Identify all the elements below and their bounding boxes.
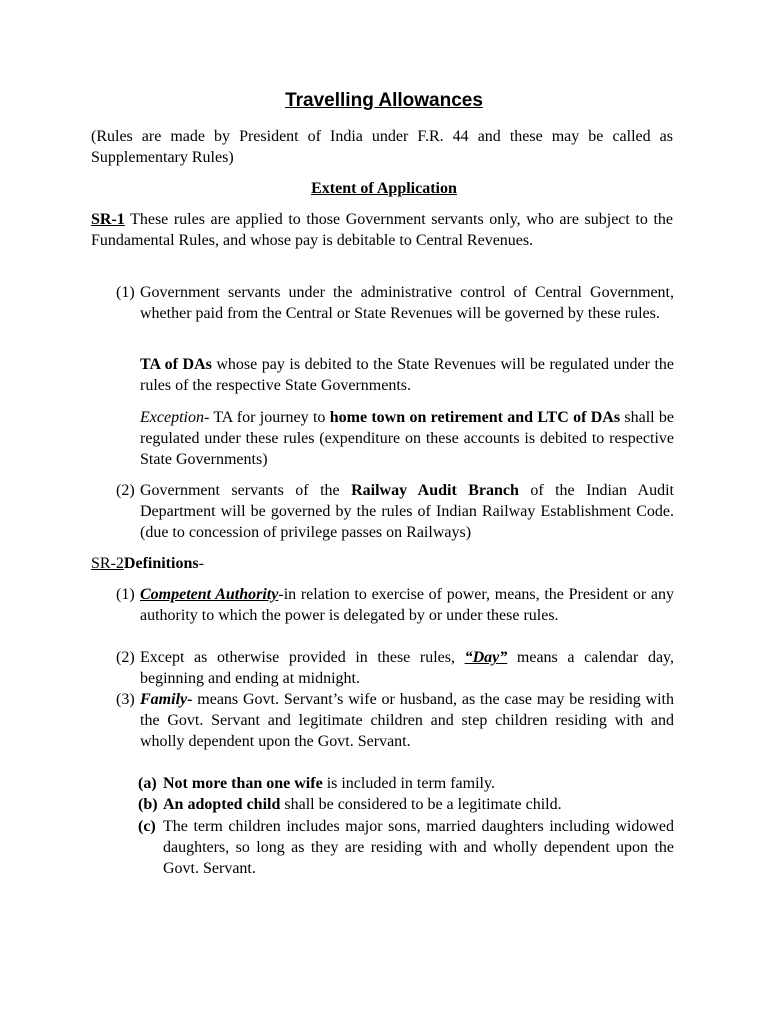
sr1-item1-exception: Exception- TA for journey to home town on retirement and LTC of DAs shall be regulated under these rules (expenditure on these accounts is debited to respective State Governments): [140, 409, 675, 468]
sr1-label: SR-1: [91, 211, 125, 228]
subitem-c-number: (c): [138, 818, 156, 835]
sr2-heading: SR-2Definitions-: [91, 555, 204, 572]
sr2-item1-number: (1): [116, 586, 135, 603]
subitem-c-text: The term children includes major sons, married daughters including widowed daughters, so long as they are residing with and wholly dependent upon the Govt. Servant.: [163, 818, 674, 877]
competent-authority-term: Competent Authority: [140, 586, 279, 603]
day-term: “Day”: [464, 649, 508, 666]
section-heading-extent: Extent of Application: [311, 180, 457, 197]
sr2-label: SR-2: [91, 555, 124, 572]
sr2-item2-text: Except as otherwise provided in these rules, “Day” means a calendar day, beginning and ending at midnight.: [140, 649, 674, 687]
intro-paragraph: (Rules are made by President of India under F.R. 44 and these may be called as Supplementary Rules): [91, 128, 673, 166]
family-term: Family-: [140, 691, 193, 708]
subitem-b-number: (b): [138, 796, 158, 813]
exception-label: Exception-: [140, 409, 210, 426]
sr1-item1-da-paragraph: TA of DAs whose pay is debited to the State Revenues will be regulated under the rules of the respective State Governments.: [140, 356, 674, 394]
definitions-heading: Definitions: [123, 555, 199, 572]
subitem-a-number: (a): [138, 775, 157, 792]
sr2-item2-number: (2): [116, 649, 135, 666]
sr1-item1-number: (1): [116, 284, 135, 301]
page-title: Travelling Allowances: [285, 90, 483, 111]
sr1-item1-text: Government servants under the administrative control of Central Government, whether paid from the Central or State Revenues will be governed by these rules.: [140, 284, 674, 322]
sr2-item3-number: (3): [116, 691, 135, 708]
exception-bold: home town on retirement and LTC of DAs: [329, 409, 621, 426]
sr1-paragraph: [91, 209, 673, 251]
sr1-text: These rules are applied to those Government servants only, who are subject to the Fundamental Rules, and whose pay is debitable to Central Revenues.: [91, 211, 673, 249]
ta-of-das-term: TA of DAs: [140, 356, 212, 373]
subitem-b-text: An adopted child shall be considered to be a legitimate child.: [163, 796, 562, 813]
sr1-item2-number: (2): [116, 482, 135, 499]
sr1-item2-text: Government servants of the Railway Audit Branch of the Indian Audit Department will be governed by the rules of Indian Railway Establishment Code. (due to concession of privilege passes on Railways): [140, 482, 674, 541]
sr2-item3-text: Family- means Govt. Servant’s wife or husband, as the case may be residing with the Govt. Servant and legitimate children and step children residing with and wholly dependent upon the Govt. Servant.: [140, 691, 674, 750]
subitem-a-text: Not more than one wife is included in term family.: [163, 775, 495, 792]
railway-audit-branch-term: Railway Audit Branch: [351, 482, 519, 499]
sr2-item1-text: Competent Authority-in relation to exercise of power, means, the President or any authority to which the power is delegated by or under these rules.: [140, 586, 674, 624]
